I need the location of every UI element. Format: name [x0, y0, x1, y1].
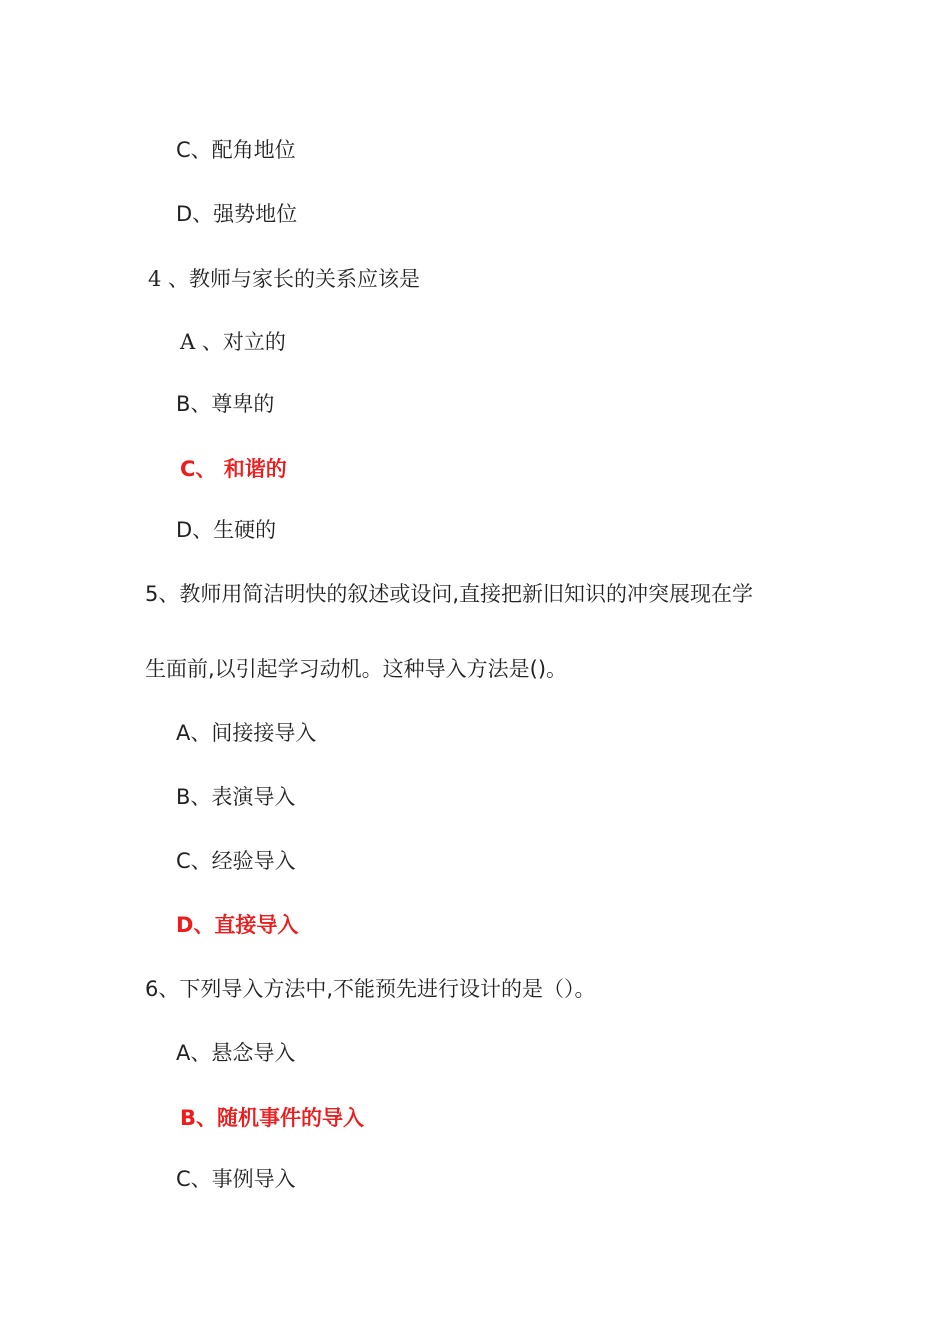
question-4: 4 、教师与家长的关系应该是: [148, 267, 421, 291]
question-6: 6、下列导入方法中,不能预先进行设计的是（）。: [145, 977, 596, 1001]
q4-option-d: D、生硬的: [176, 518, 277, 542]
q4-option-a: A 、对立的: [180, 330, 286, 354]
q4-option-c-answer: C、 和谐的: [180, 457, 287, 481]
question-5-line-2: 生面前,以引起学习动机。这种导入方法是()。: [145, 657, 568, 681]
q5-option-c: C、经验导入: [176, 849, 296, 873]
q6-option-c: C、事例导入: [176, 1167, 296, 1191]
question-5-line-1: 5、教师用简洁明快的叙述或设问,直接把新旧知识的冲突展现在学: [145, 582, 754, 606]
q6-option-b-answer: B、随机事件的导入: [180, 1106, 365, 1130]
q4-option-b: B、尊卑的: [176, 392, 275, 416]
option-d-dominant-role: D、强势地位: [176, 202, 298, 226]
q5-option-b: B、表演导入: [176, 785, 296, 809]
option-c-supporting-role: C、配角地位: [176, 138, 296, 162]
q6-option-a: A、悬念导入: [176, 1041, 296, 1065]
q5-option-a: A、间接接导入: [176, 721, 317, 745]
q5-option-d-answer: D、直接导入: [176, 913, 299, 937]
